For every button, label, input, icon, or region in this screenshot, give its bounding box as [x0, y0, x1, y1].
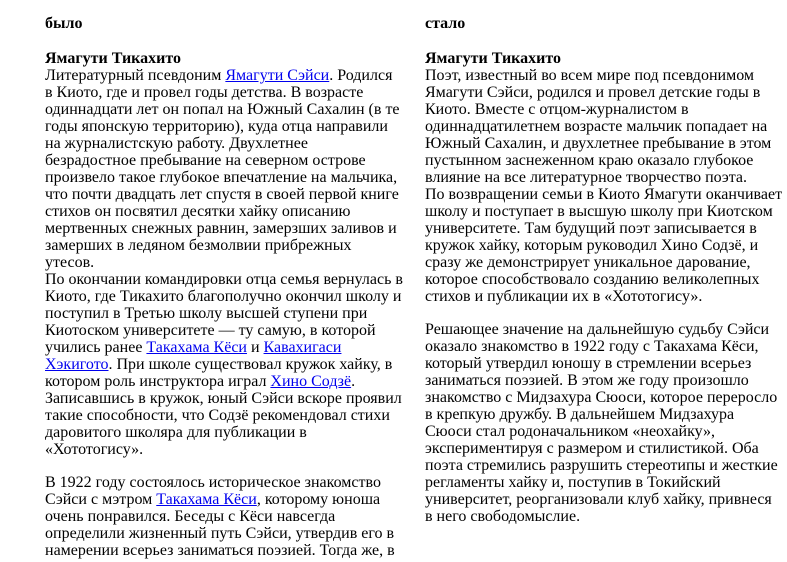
text-run: Решающее значение на дальнейшую судьбу Сэйси оказало знакомство в 1922 году с Такахама Кёси, который утвердил юношу в стремлении всерьез заниматься поэзией. В этом же году произошло знакомство с Мидзахура Сюоси, которое переросло в крепкую дружбу. В дальнейшем Мидзахура Сюоси стал родоначальником «неохайку», экспериментируя с размером и стилистикой. Оба поэта стремились разрушить стереотипы и жесткие регламенты хайку и, поступив в Токийский университет, реорганизовали клуб хайку, привнеся в него свободомыслие. [425, 321, 778, 525]
text-run: По окончании командировки отца семья вернулась в Киото, где Тикахито благополучно окончил школу и поступил в Третью школу высшей ступени при Киотоском университете — ту самую, в которой учились ранее [45, 271, 403, 356]
text-run: . При школе существовал кружок хайку, в котором роль инструктора играл [45, 356, 393, 390]
column-after [425, 15, 783, 559]
text-run: По возвращении семьи в Киото Ямагути оканчивает школу и поступает в высшую школу при Киотском университете. Там будущий поэт записывается в кружок хайку, которым руководил Хино Содзё, и сразу же демонстрирует уникальное дарование, которое способствовало созданию великолепных стихов и публикации их в «Хототогису». [425, 186, 783, 305]
wiki-link[interactable]: Ямагути Сэйси [225, 67, 330, 84]
text-run: . Родился в Киото, где и провел годы детства. В возрасте одиннадцати лет он попал на Южный Сахалин (в те годы японскую территорию), куда отца направили на журналистскую работу. Двухлетнее безрадостное пребывание на северном острове произвело такое глубокое впечатление на мальчика, что почти двадцать лет спустя в своей первой книге стихов он посвятил десятки хайку описанию мертвенных снежных равнин, замерзших заливов и замерших в ледяном безмолвии прибрежных утесов. [45, 67, 400, 271]
text-run: . Записавшись в кружок, юный Сэйси вскоре проявил такие способности, что Содзё рекомендовал стихи даровитого школяра для публикации в «Хототогису». [45, 373, 402, 458]
paragraph [425, 67, 783, 186]
before-label: было [45, 15, 83, 32]
after-label: стало [425, 15, 466, 32]
text-run: В 1922 году состоялось историческое знакомство Сэйси с мэтром [45, 474, 381, 508]
article-body-before [45, 67, 403, 559]
article-title-after: Ямагути Тикахито [425, 50, 562, 67]
wiki-link[interactable]: Такахама Кёси [146, 339, 247, 356]
article-body-after [425, 67, 783, 525]
paragraph [425, 321, 783, 525]
paragraph [45, 474, 403, 559]
paragraph [45, 67, 403, 271]
wiki-link[interactable]: Такахама Кёси [156, 491, 257, 508]
text-run: и [246, 339, 264, 356]
wiki-link[interactable]: Кавахигаси Хэкигото [45, 339, 342, 373]
paragraph [45, 271, 403, 458]
wiki-link[interactable]: Хино Содзё [270, 373, 352, 390]
paragraph [425, 186, 783, 305]
text-run: , которому юноша очень понравился. Беседы с Кёси навсегда определили жизненный путь Сэйси, утвердив его в намерении всерьез заниматься поэзией. Тогда же, в [45, 491, 395, 559]
article-title-before: Ямагути Тикахито [45, 50, 182, 67]
column-before [45, 15, 403, 559]
text-run: Литературный псевдоним [45, 67, 226, 84]
text-run: Поэт, известный во всем мире под псевдонимом Ямагути Сэйси, родился и провел детские годы в Киото. Вместе с отцом-журналистом в одиннадцатилетнем возрасте мальчик попадает на Южный Сахалин, и двухлетнее пребывание в этом пустынном заснеженном краю оказало глубокое влияние на все литературное творчество поэта. [425, 67, 772, 186]
